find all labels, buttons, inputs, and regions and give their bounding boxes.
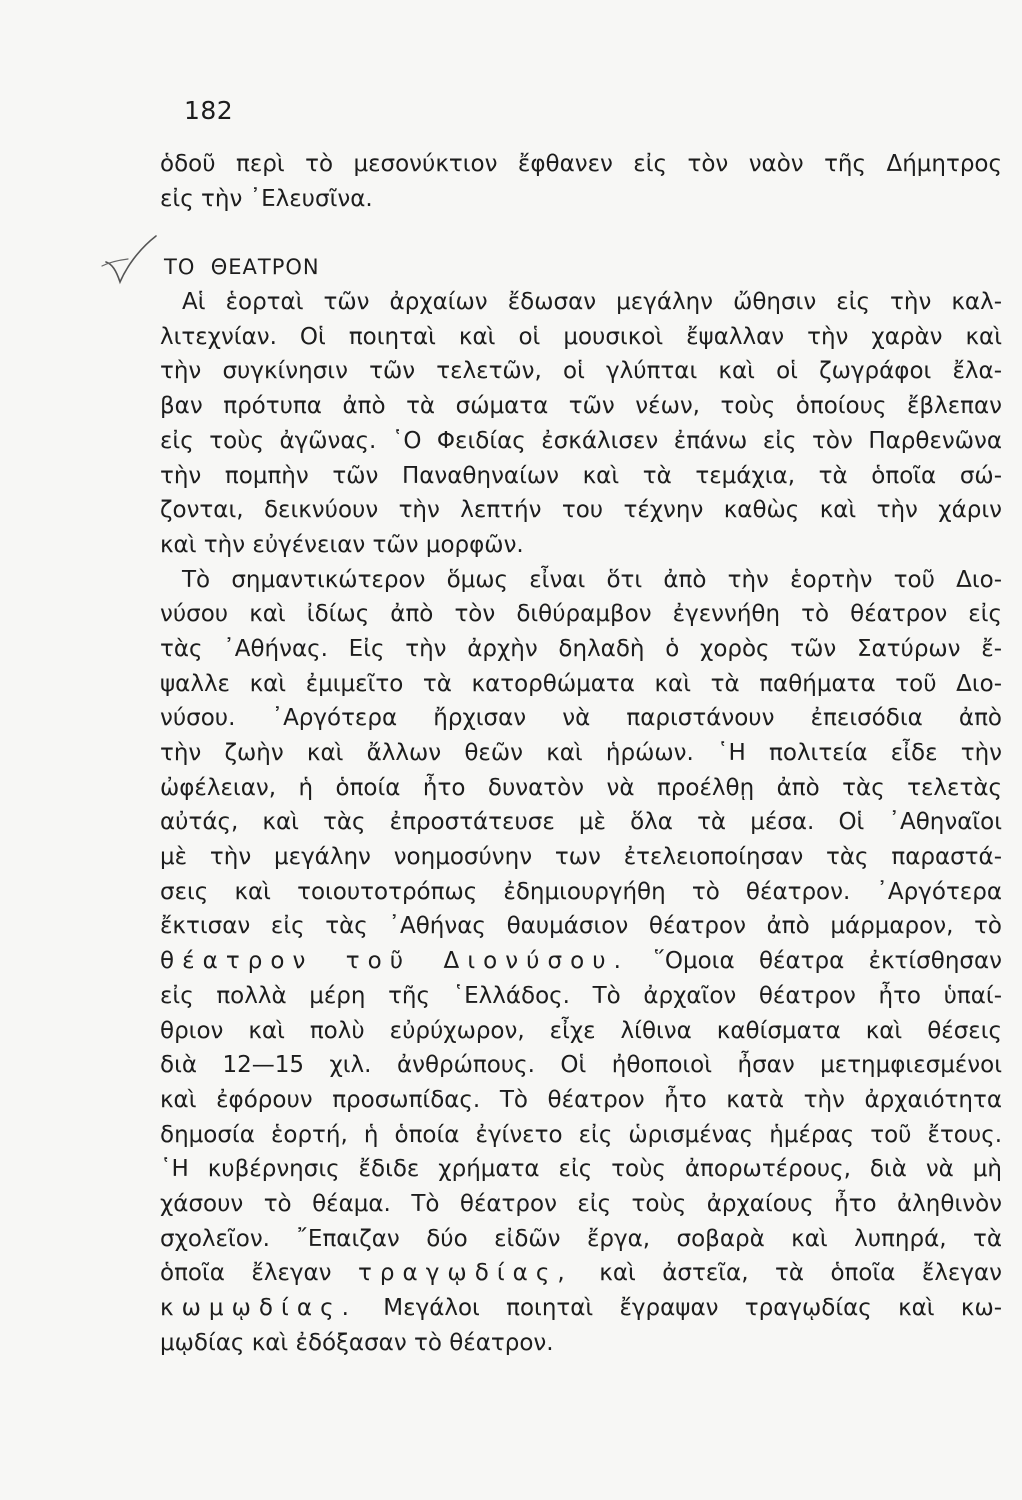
text-line: Τὸ σημαντικώτερον ὅμως εἶναι ὅτι ἀπὸ τὴν ἑορτὴν τοῦ Διο- <box>182 566 1002 593</box>
text-line: αὐτάς, καὶ τὰς ἐπροστάτευσε μὲ ὅλα τὰ μέσα. Οἱ ᾿Αθηναῖοι <box>160 809 1002 836</box>
text-line: εἰς πολλὰ μέρη τῆς ῾Ελλάδος. Τὸ ἀρχαῖον θέατρον ἦτο ὑπαί- <box>160 982 1002 1009</box>
text-line: ῾Η κυβέρνησις ἔδιδε χρήματα εἰς τοὺς ἀπορωτέρους, διὰ νὰ μὴ <box>160 1156 1002 1183</box>
text-span: καὶ ἀστεῖα, τὰ ὁποῖα ἔλεγαν <box>572 1260 1002 1287</box>
text-line: ὠφέλειαν, ἡ ὁποία ἦτο δυνατὸν νὰ προέλθῃ ἀπὸ τὰς τελετὰς <box>160 774 1002 801</box>
text-line: σχολεῖον. ῎Επαιζαν δύο εἰδῶν ἔργα, σοβαρὰ καὶ λυπηρά, τὰ <box>160 1225 1002 1252</box>
text-line: Αἱ ἑορταὶ τῶν ἀρχαίων ἔδωσαν μεγάλην ὤθησιν εἰς τὴν καλ- <box>182 289 1002 316</box>
spaced-word: κωμῳδίας. <box>160 1295 357 1321</box>
text-line: μὲ τὴν μεγάλην νοημοσύνην των ἐτελειοποίησαν τὰς παραστά- <box>160 844 1002 871</box>
text-line: νύσου καὶ ἰδίως ἀπὸ τὸν διθύραμβον ἐγεννήθη τὸ θέατρον εἰς <box>160 601 1002 628</box>
text-line <box>160 1256 1002 1291</box>
text-line: διὰ 12—15 χιλ. ἀνθρώπους. Οἱ ἠθοποιοὶ ἦσαν μετημφιεσμένοι <box>160 1052 1002 1079</box>
spacer <box>160 216 1002 250</box>
text-span: ῞Ομοια θέατρα ἐκτίσθησαν <box>629 948 1002 975</box>
text-line: δημοσία ἑορτή, ἡ ὁποία ἐγίνετο εἰς ὡρισμένας ἡμέρας τοῦ ἔτους. <box>160 1121 1002 1148</box>
text-line: καὶ τὴν εὐγένειαν τῶν μορφῶν. <box>160 531 524 558</box>
text-span: ὁποῖα ἔλεγαν <box>160 1260 358 1287</box>
text-line: σεις καὶ τοιουτοτρόπως ἐδημιουργήθη τὸ θέατρον. ᾿Αργότερα <box>160 878 1002 905</box>
text-line <box>160 1291 1002 1326</box>
section-heading: ΤΟ ΘΕΑΤΡΟΝ <box>164 255 320 280</box>
text-line: βαν πρότυπα ἀπὸ τὰ σώματα τῶν νέων, τοὺς ὁποίους ἔβλεπαν <box>160 393 1002 420</box>
text-line: λιτεχνίαν. Οἱ ποιηταὶ καὶ οἱ μουσικοὶ ἔψαλλαν τὴν χαρὰν καὶ <box>160 323 1002 350</box>
text-line: τὰς ᾿Αθήνας. Εἰς τὴν ἀρχὴν δηλαδὴ ὁ χορὸς τῶν Σατύρων ἔ- <box>160 635 1002 662</box>
text-line: ζονται, δεικνύουν τὴν λεπτήν του τέχνην καθὼς καὶ τὴν χάριν <box>160 497 1002 524</box>
text-line <box>160 944 1002 979</box>
text-line: εἰς τὴν ᾿Ελευσῖνα. <box>160 185 373 212</box>
page-number: 182 <box>184 96 234 125</box>
spaced-title: θέατρον τοῦ Διονύσου. <box>160 948 630 975</box>
text-line: τὴν συγκίνησιν τῶν τελετῶν, οἱ γλύπται καὶ οἱ ζωγράφοι ἔλα- <box>160 358 1002 385</box>
text-line: θριον καὶ πολὺ εὐρύχωρον, εἶχε λίθινα καθίσματα καὶ θέσεις <box>160 1017 1002 1044</box>
text-line: χάσουν τὸ θέαμα. Τὸ θέατρον εἰς τοὺς ἀρχαίους ἦτο ἀληθινὸν <box>160 1190 1002 1217</box>
paragraph <box>160 285 1002 563</box>
text-span: Μεγάλοι ποιηταὶ ἔγραψαν τραγῳδίας καὶ κω- <box>357 1295 1002 1321</box>
text-line: ἔκτισαν εἰς τὰς ᾿Αθήνας θαυμάσιον θέατρον ἀπὸ μάρμαρον, τὸ <box>160 913 1002 940</box>
text-line: καὶ ἐφόρουν προσωπίδας. Τὸ θέατρον ἦτο κατὰ τὴν ἀρχαιότητα <box>160 1086 1002 1113</box>
text-line: εἰς τοὺς ἀγῶνας. ῾Ο Φειδίας ἐσκάλισεν ἐπάνω εἰς τὸν Παρθενῶνα <box>160 427 1002 454</box>
text-line: ψαλλε καὶ ἐμιμεῖτο τὰ κατορθώματα καὶ τὰ παθήματα τοῦ Διο- <box>160 670 1002 697</box>
text-line: νύσου. ᾿Αργότερα ἤρχισαν νὰ παριστάνουν ἐπεισόδια ἀπὸ <box>160 705 1002 732</box>
spaced-word: τραγῳδίας, <box>357 1260 573 1287</box>
text-line: ὁδοῦ περὶ τὸ μεσονύκτιον ἔφθανεν εἰς τὸν ναὸν τῆς Δήμητρος <box>160 151 1002 177</box>
text-line: τὴν πομπὴν τῶν Παναθηναίων καὶ τὰ τεμάχια, τὰ ὁποῖα σώ- <box>160 462 1002 489</box>
check-mark-icon <box>100 232 160 287</box>
body-text <box>160 147 1002 1360</box>
text-line: μῳδίας καὶ ἐδόξασαν τὸ θέατρον. <box>160 1329 554 1356</box>
text-line: τὴν ζωὴν καὶ ἄλλων θεῶν καὶ ἡρώων. ῾Η πολιτεία εἶδε τὴν <box>160 740 1002 766</box>
paragraph <box>160 563 1002 1361</box>
